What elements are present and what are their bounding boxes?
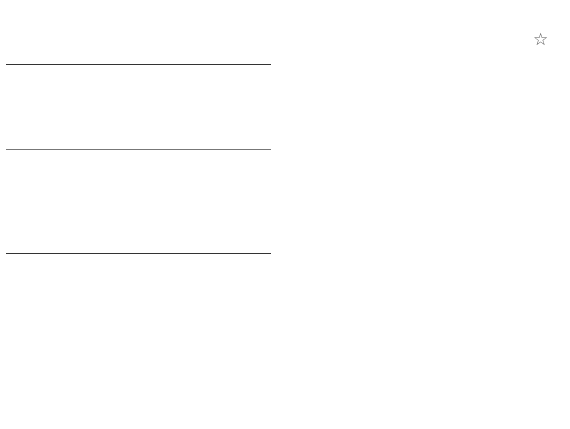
star-icon[interactable]: ☆ (533, 30, 549, 49)
ajca-divider (6, 253, 271, 254)
rfi-divider (6, 149, 271, 150)
cdcb-divider (6, 64, 271, 65)
